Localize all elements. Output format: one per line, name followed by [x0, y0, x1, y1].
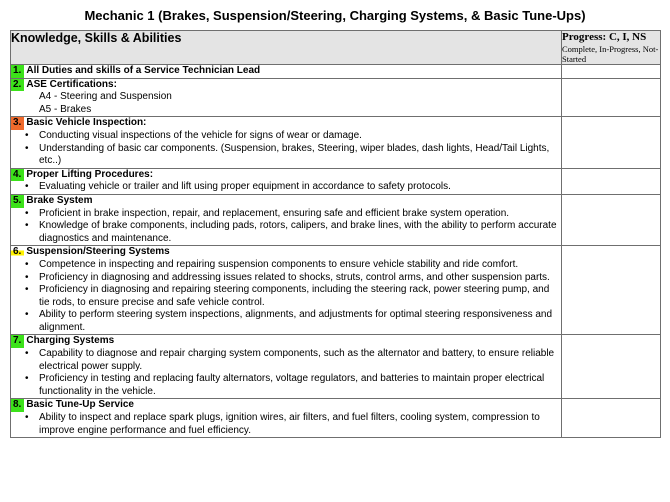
section-heading — [11, 335, 561, 348]
section-heading — [11, 246, 561, 259]
table-row — [11, 194, 661, 245]
list-item: • Ability to perform steering system inspections, alignments, and adjustments for optimal steering responsiveness and alignment. — [25, 309, 561, 334]
progress-cell[interactable] — [562, 117, 661, 168]
section-heading — [11, 169, 561, 182]
skill-cell — [11, 399, 562, 438]
section-number: 3. — [11, 117, 24, 130]
skill-list — [11, 412, 561, 437]
section-number: 2. — [11, 79, 24, 92]
progress-cell[interactable] — [562, 78, 661, 117]
ksa-column-header: Knowledge, Skills & Abilities — [11, 31, 562, 65]
skill-cell — [11, 65, 562, 79]
list-item: • Proficiency in testing and replacing faulty alternators, voltage regulators, and batteries to maintain proper electrical functionality in the vehicle. — [25, 373, 561, 398]
section-number: 1. — [11, 65, 24, 78]
table-row — [11, 399, 661, 438]
table-header-row — [11, 31, 661, 65]
skill-cell — [11, 246, 562, 335]
skill-cell — [11, 78, 562, 117]
skill-cell — [11, 168, 562, 194]
section-title: Basic Vehicle Inspection: — [26, 117, 147, 129]
skill-list — [11, 91, 561, 116]
document-title: Mechanic 1 (Brakes, Suspension/Steering, Charging Systems, & Basic Tune-Ups) — [84, 8, 586, 23]
section-heading — [11, 399, 561, 412]
progress-column-header — [562, 31, 661, 65]
list-item: • Evaluating vehicle or trailer and lift using proper equipment in accordance to safety protocols. — [25, 181, 561, 194]
list-item: A4 - Steering and Suspension — [39, 91, 172, 103]
section-heading — [11, 117, 561, 130]
list-item: • Proficiency in diagnosing and addressing issues related to shocks, struts, control arms, and other suspension parts. — [25, 272, 561, 285]
list-item: • Ability to inspect and replace spark plugs, ignition wires, air filters, and fuel filters, cooling system, compression to improve engine performance and fuel efficiency. — [25, 412, 561, 437]
section-number: 4. — [11, 169, 24, 182]
list-item: • Proficiency in diagnosing and repairing steering components, including the steering rack, power steering pump, and tie rods, to ensure precise and safe vehicle control. — [25, 284, 561, 309]
skill-cell — [11, 117, 562, 168]
skill-cell — [11, 335, 562, 399]
ksa-table-body — [11, 65, 661, 438]
section-number: 6. — [11, 246, 24, 259]
table-row — [11, 65, 661, 79]
list-item: • Proficient in brake inspection, repair, and replacement, ensuring safe and efficient brake system operation. — [25, 208, 561, 221]
table-row — [11, 78, 661, 117]
progress-cell[interactable] — [562, 194, 661, 245]
section-number: 8. — [11, 399, 24, 412]
section-title: Proper Lifting Procedures: — [26, 168, 154, 180]
skill-list — [11, 208, 561, 246]
section-title: Basic Tune-Up Service — [26, 399, 134, 411]
list-item: • Capability to diagnose and repair charging system components, such as the alternator and battery, to ensure reliable electrical power supply. — [25, 348, 561, 373]
progress-header-title: Progress: C, I, NS — [562, 31, 647, 43]
section-title: Brake System — [26, 194, 93, 206]
table-row — [11, 117, 661, 168]
skill-list — [11, 181, 561, 194]
section-heading — [11, 65, 561, 78]
section-title: ASE Certifications: — [26, 78, 117, 90]
list-item: • Knowledge of brake components, including pads, rotors, calipers, and brake lines, with the ability to perform accurate diagnostics and maintenance. — [25, 220, 561, 245]
section-title: Charging Systems — [26, 335, 115, 347]
progress-cell[interactable] — [562, 335, 661, 399]
section-title: All Duties and skills of a Service Technician Lead — [26, 65, 261, 76]
progress-cell[interactable] — [562, 399, 661, 438]
section-title: Suspension/Steering Systems — [26, 246, 170, 258]
progress-header-subtitle: Complete, In-Progress, Not-Started — [562, 44, 659, 64]
progress-cell[interactable] — [562, 65, 661, 79]
list-item: • Conducting visual inspections of the vehicle for signs of wear or damage. — [25, 130, 561, 143]
table-row — [11, 246, 661, 335]
progress-cell[interactable] — [562, 246, 661, 335]
list-item: A5 - Brakes — [39, 103, 92, 115]
section-number: 7. — [11, 335, 24, 348]
skill-list — [11, 130, 561, 168]
section-heading — [11, 195, 561, 208]
table-row — [11, 335, 661, 399]
skill-list — [11, 259, 561, 335]
ksa-table — [10, 30, 661, 438]
list-item: • Understanding of basic car components. (Suspension, brakes, Steering, wiper blades, dash lights, Head/Tail Lights, etc..) — [25, 143, 561, 168]
section-heading — [11, 79, 561, 92]
section-number: 5. — [11, 195, 24, 208]
table-row — [11, 168, 661, 194]
progress-cell[interactable] — [562, 168, 661, 194]
skill-cell — [11, 194, 562, 245]
skill-list — [11, 348, 561, 398]
list-item: • Competence in inspecting and repairing suspension components to ensure vehicle stability and ride comfort. — [25, 259, 561, 272]
